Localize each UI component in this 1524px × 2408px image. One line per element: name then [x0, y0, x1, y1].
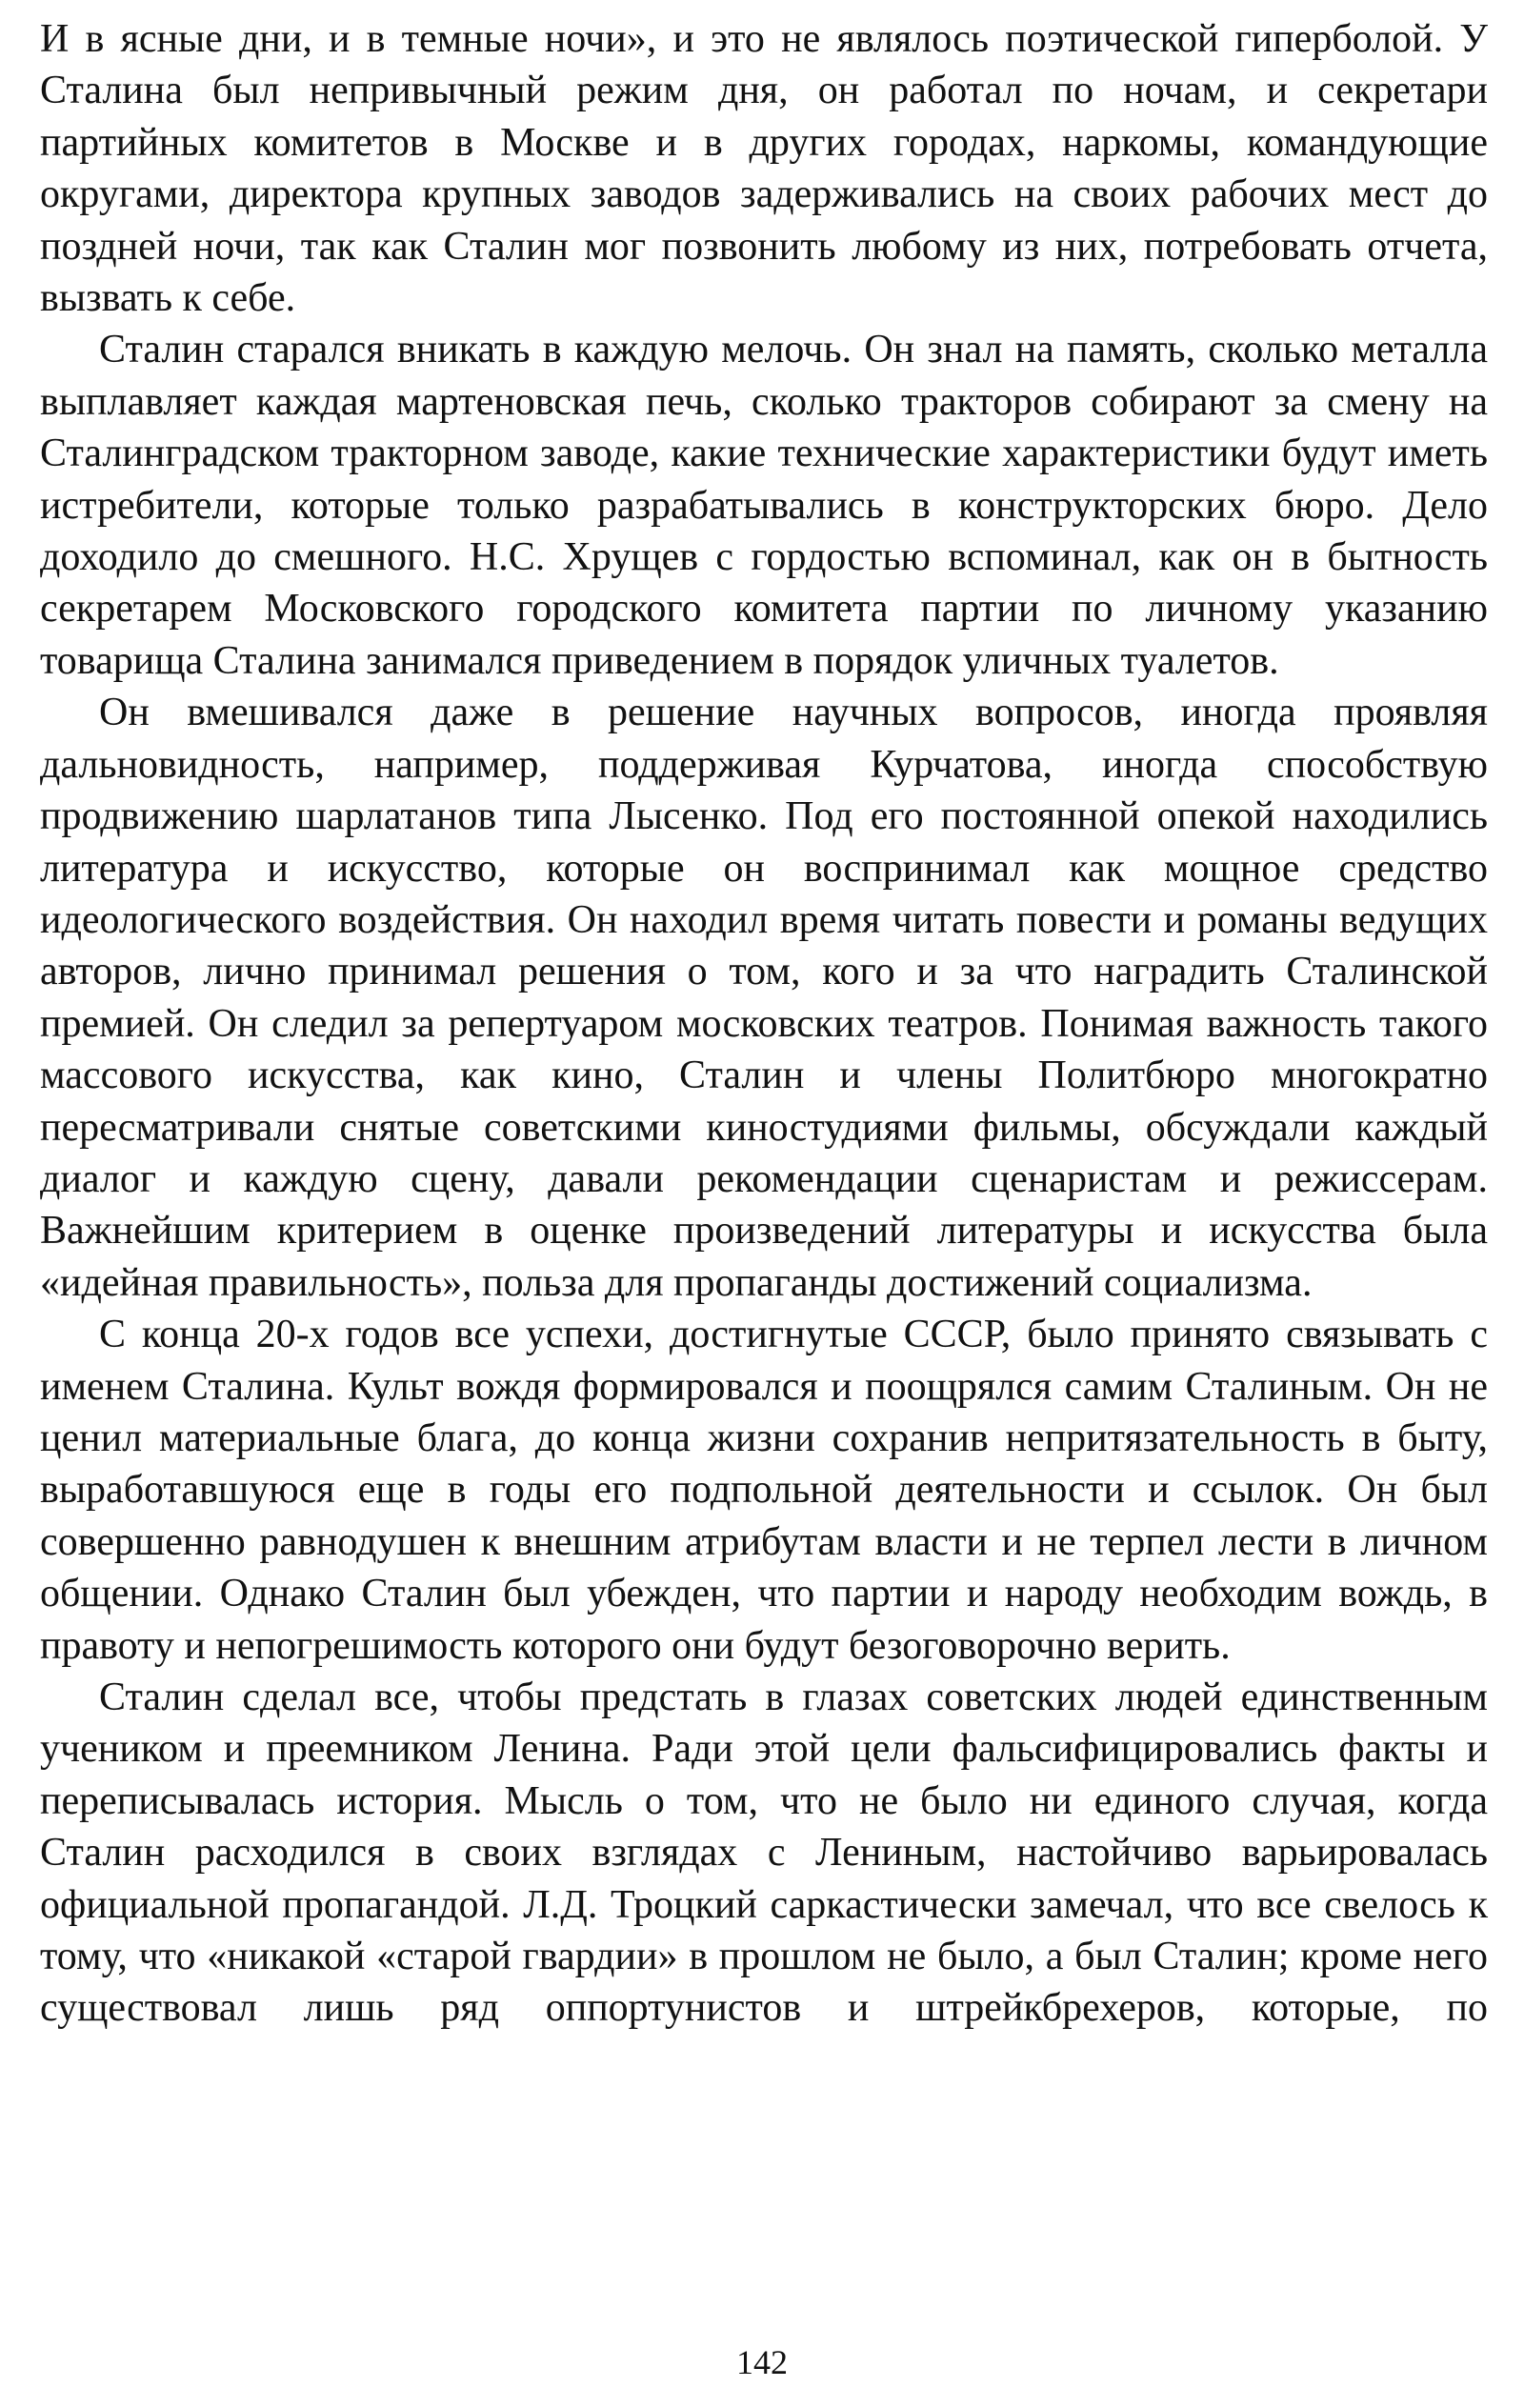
paragraph-3: Он вмешивался даже в решение научных вопросов, иногда проявляя дальновидность, например, поддерживая Курчатова, иногда способствую продвижению шарлатанов типа Лысенко. Под его постоянной опекой находились литература и искусство, которые он воспринимал как мощное средство идеологического воздействия. Он находил время читать повести и романы ведущих авторов, лично принимал решения о том, кого и за что наградить Сталинской премией. Он следил за репертуаром московских театров. Понимая важность такого массового искусства, как кино, Сталин и члены Политбюро многократно пересматривали снятые советскими киностудиями фильмы, обсуждали каждый диалог и каждую сцену, давали рекомендации сценаристам и режиссерам. Важнейшим критерием в оценке произведений литературы и искусства была «идейная правильность», польза для пропаганды достижений социализма.: [40, 691, 1488, 1305]
paragraph-5: Сталин сделал все, чтобы предстать в глазах советских людей единственным учеником и преемником Ленина. Ради этой цели фальсифицировались факты и переписывалась история. Мысль о том, что не было ни единого случая, когда Сталин расходился в своих взглядах с Лениным, настойчиво варьировалась официальной пропагандой. Л.Д. Троцкий саркастически замечал, что все свелось к тому, что «никакой «старой гвардии» в прошлом не было, а был Сталин; кроме него существовал лишь ряд оппортунистов и штрейкбрехеров, которые, по: [40, 1676, 1488, 2031]
page-number: 142: [736, 2343, 788, 2381]
paragraph-4: С конца 20-х годов все успехи, достигнутые СССР, было принято связывать с именем Сталина. Культ вождя формировался и поощрялся самим Сталиным. Он не ценил материальные блага, до конца жизни сохранив непритязательность в быту, выработавшуюся еще в годы его подпольной деятельности и ссылок. Он был совершенно равнодушен к внешним атрибутам власти и не терпел лести в личном общении. Однако Сталин был убежден, что партии и народу необходим вождь, в правоту и непогрешимость которого они будут безоговорочно верить.: [40, 1313, 1488, 1668]
page-body: [40, 13, 1488, 2035]
paragraph-2: Сталин старался вникать в каждую мелочь. Он знал на память, сколько металла выплавляет каждая мартеновская печь, сколько тракторов собирают за смену на Сталинградском тракторном заводе, какие технические характеристики будут иметь истребители, которые только разрабатывались в конструкторских бюро. Дело доходило до смешного. Н.С. Хрущев с гордостью вспоминал, как он в бытность секретарем Московского городского комитета партии по личному указанию товарища Сталина занимался приведением в порядок уличных туалетов.: [40, 328, 1488, 683]
paragraph-1: И в ясные дни, и в темные ночи», и это не являлось поэтической гиперболой. У Сталина был непривычный режим дня, он работал по ночам, и секретари партийных комитетов в Москве и в других городах, наркомы, командующие округами, директора крупных заводов задерживались на своих рабочих мест до поздней ночи, так как Сталин мог позвонить любому из них, потребовать отчета, вызвать к себе.: [40, 17, 1488, 321]
